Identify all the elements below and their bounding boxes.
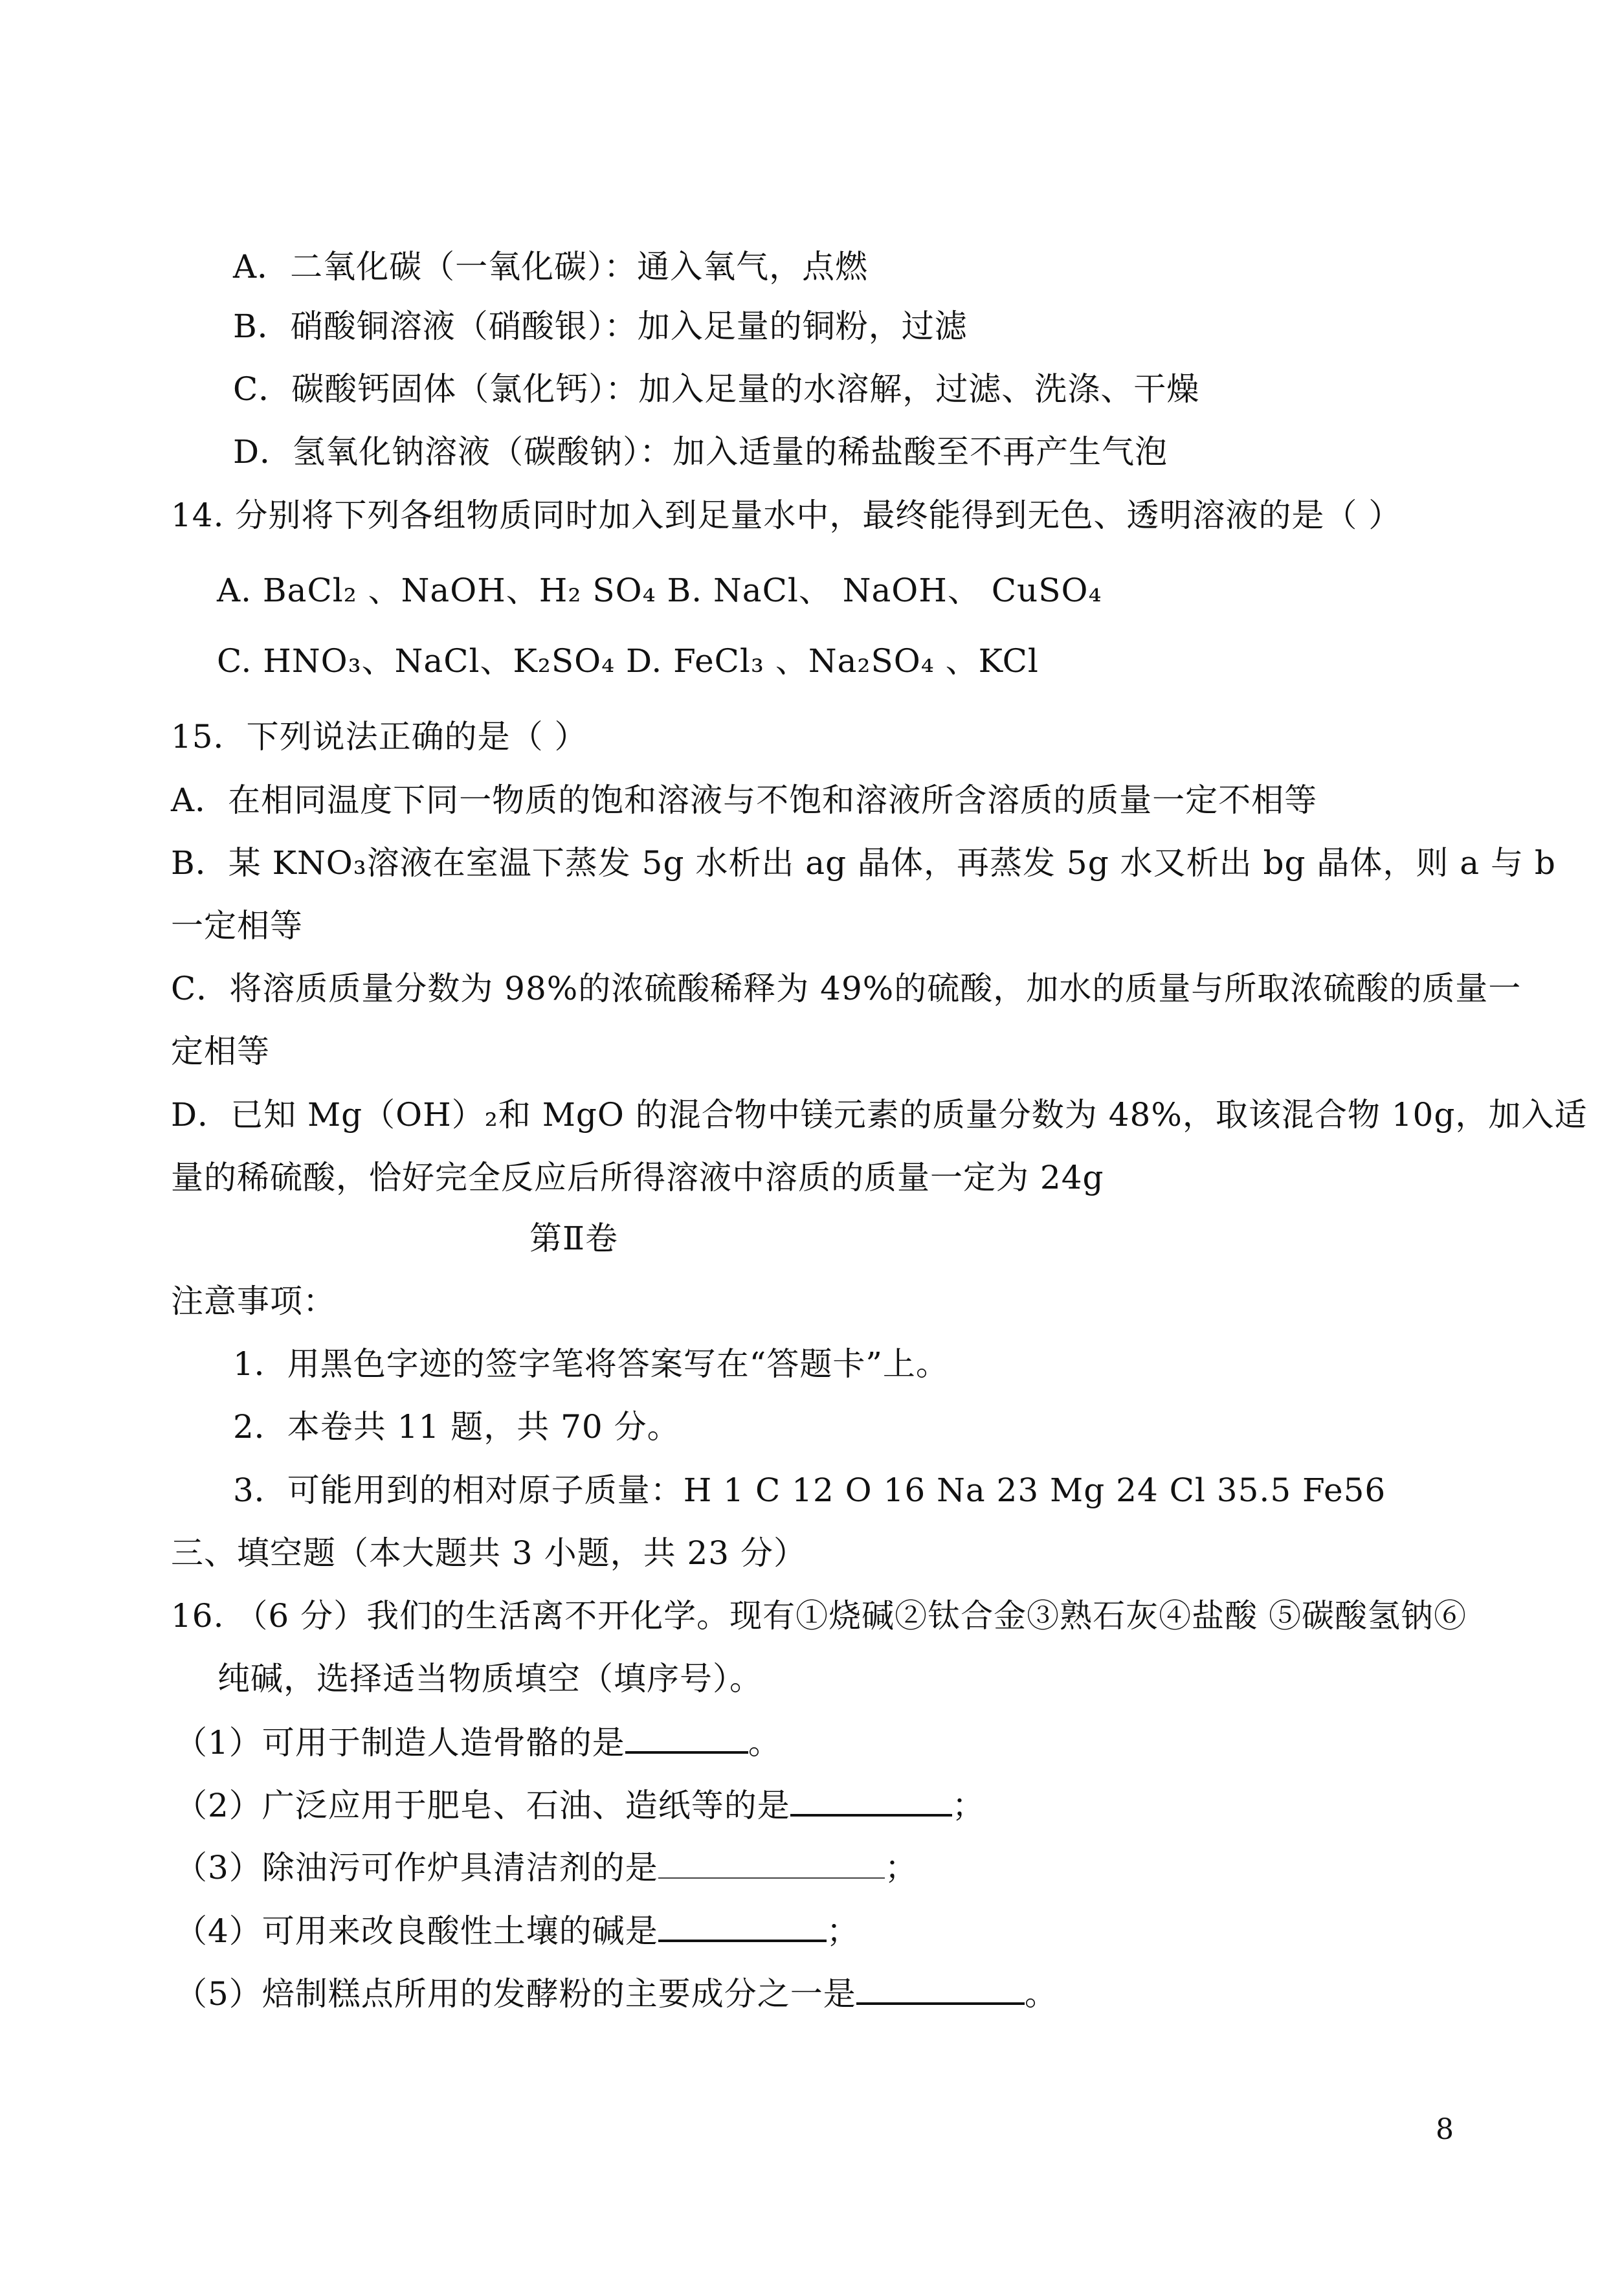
q16-part3-end: ； <box>884 1849 918 1886</box>
part2-title: 第Ⅱ卷 <box>529 1220 618 1257</box>
q16-part1-end: 。 <box>748 1724 781 1762</box>
q15-option-c-line2: 定相等 <box>171 1033 270 1070</box>
q16-part1-text: （1）可用于制造人造骨骼的是 <box>175 1724 625 1762</box>
q16-part3-text: （3）除油污可作炉具清洁剂的是 <box>175 1849 658 1886</box>
q16-part5-answer-blank[interactable] <box>856 1974 1025 2005</box>
q16-part5 <box>175 1974 1058 2013</box>
q13-option-a: A．二氧化碳（一氧化碳）：通入氧气，点燃 <box>233 248 869 285</box>
q15-option-b-line2: 一定相等 <box>171 907 303 945</box>
q16-part2-end: ； <box>951 1787 985 1824</box>
q16-part4-text: （4）可用来改良酸性土壤的碱是 <box>175 1912 658 1950</box>
q14-options-row1: A. BaCl₂ 、NaOH、H₂ SO₄ B. NaCl、 NaOH、 CuSO₄ <box>217 572 1102 609</box>
note-1: 1．用黑色字迹的签字笔将答案写在“答题卡”上。 <box>233 1345 949 1383</box>
q16-part5-text: （5）焙制糕点所用的发酵粉的主要成分之一是 <box>175 1975 856 2013</box>
q15-option-c-line1: C．将溶质质量分数为 98%的浓硫酸稀释为 49%的硫酸，加水的质量与所取浓硫酸的质量一 <box>171 970 1522 1007</box>
q15-stem: 15．下列说法正确的是（ ） <box>171 718 588 755</box>
page-number: 8 <box>1436 2113 1454 2146</box>
q13-option-d: D．氢氧化钠溶液（碳酸钠）：加入适量的稀盐酸至不再产生气泡 <box>233 433 1168 471</box>
q16-part2-answer-blank[interactable] <box>790 1785 952 1817</box>
q16-part1-answer-blank[interactable] <box>625 1723 748 1754</box>
notes-heading: 注意事项： <box>171 1282 336 1320</box>
q16-part4-answer-blank[interactable] <box>658 1911 827 1942</box>
q16-part5-end: 。 <box>1024 1975 1058 2013</box>
section3-heading: 三、填空题（本大题共 3 小题，共 23 分） <box>171 1534 807 1572</box>
q15-option-d-line2: 量的稀硫酸，恰好完全反应后所得溶液中溶质的质量一定为 24g <box>171 1159 1104 1196</box>
q16-stem-line1: 16. （6 分）我们的生活离不开化学。现有①烧碱②钛合金③熟石灰④盐酸 ⑤碳酸氢钠⑥ <box>171 1597 1467 1635</box>
q16-part3-answer-blank[interactable] <box>658 1849 885 1879</box>
q13-option-c: C．碳酸钙固体（氯化钙）：加入足量的水溶解，过滤、洗涤、干燥 <box>233 370 1200 408</box>
note-2: 2．本卷共 11 题，共 70 分。 <box>233 1408 680 1446</box>
q13-option-b: B．硝酸铜溶液（硝酸银）：加入足量的铜粉，过滤 <box>233 308 968 345</box>
q15-option-d-line1: D．已知 Mg（OH）₂和 MgO 的混合物中镁元素的质量分数为 48%，取该混合物 10g，加入适 <box>171 1096 1588 1134</box>
q16-part2-text: （2）广泛应用于肥皂、石油、造纸等的是 <box>175 1787 790 1824</box>
q16-part3 <box>175 1848 918 1887</box>
q14-options-row2: C. HNO₃、NaCl、K₂SO₄ D. FeCl₃ 、Na₂SO₄ 、KCl <box>217 642 1039 680</box>
note-3: 3．可能用到的相对原子质量：H 1 C 12 O 16 Na 23 Mg 24 Cl 35.5 Fe56 <box>233 1471 1386 1509</box>
q16-part4 <box>175 1911 860 1951</box>
q16-stem-line2: 纯碱，选择适当物质填空（填序号）。 <box>217 1660 762 1697</box>
q16-part2 <box>175 1785 985 1825</box>
q15-option-b-line1: B．某 KNO₃溶液在室温下蒸发 5g 水析出 ag 晶体，再蒸发 5g 水又析出 bg 晶体，则 a 与 b <box>171 844 1556 882</box>
q14-stem: 14. 分别将下列各组物质同时加入到足量水中，最终能得到无色、透明溶液的是（ ） <box>171 497 1402 534</box>
q15-option-a: A．在相同温度下同一物质的饱和溶液与不饱和溶液所含溶质的质量一定不相等 <box>171 781 1318 819</box>
q16-part1 <box>175 1723 781 1762</box>
q16-part4-end: ； <box>826 1912 860 1950</box>
